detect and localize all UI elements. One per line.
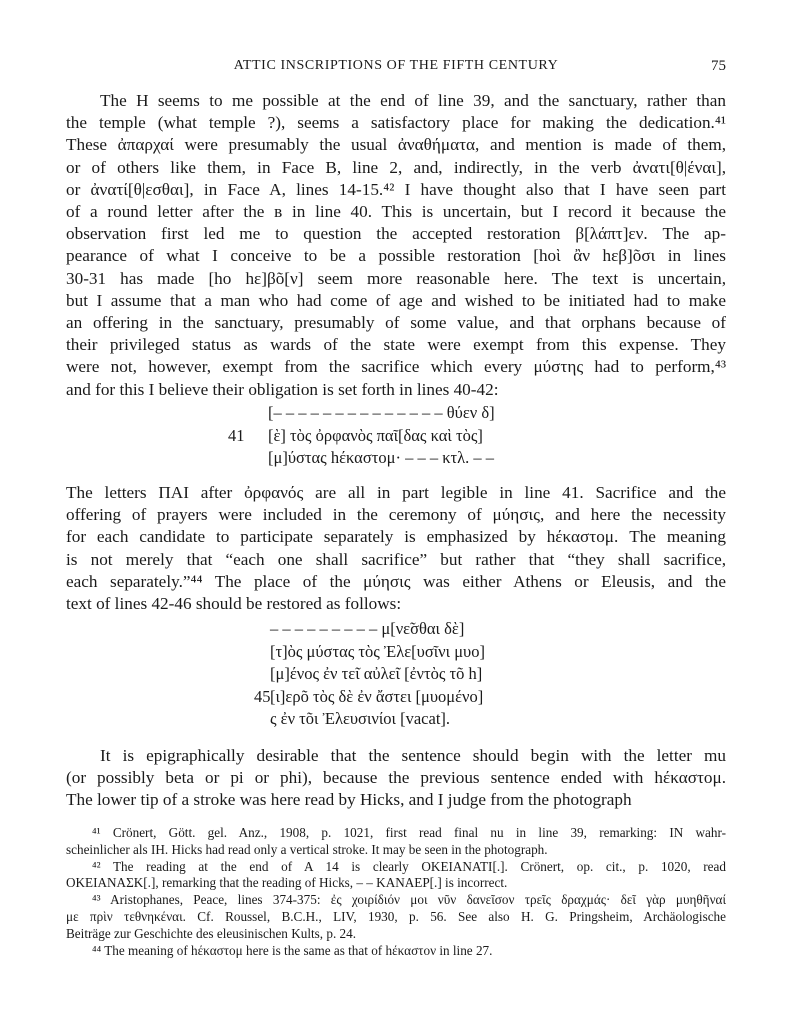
paragraph-1	[66, 90, 726, 401]
text-line: text of lines 42-46 should be restored as follows:	[66, 594, 402, 614]
text-line: of a round letter after the ʙ in line 40. This is uncertain, but I record it because the	[66, 202, 726, 222]
paragraph-2	[66, 482, 726, 615]
inscription-text: [μ]ένος ἐν τε̃ι αὐλε̃ι [ἐντὸς τõ h]	[270, 664, 483, 683]
inscription-text: ς ἐν τõι Ἐλευσινίοι [vacat].	[270, 709, 451, 728]
inscription-line	[254, 708, 574, 731]
text-line: The letters ΠΑΙ after ὀρφανός are all in part legible in line 41. Sacrifice and the	[66, 483, 726, 502]
text-line: The lower tip of a stroke was here read by Hicks, and I judge from the photograph	[66, 790, 632, 810]
inscription-block-2	[254, 618, 574, 731]
line-number: 45	[254, 686, 271, 706]
inscription-line	[254, 663, 574, 686]
text-line: were not, however, exempt from the sacrifice which every μύστης had to perform,⁴³	[66, 357, 726, 377]
inscription-text: [ι]ερõ τὸς δὲ ἐν ἄστει [μυομένο]	[270, 686, 484, 706]
line-number: 41	[228, 425, 245, 445]
text-line: It is epigraphically desirable that the sentence should begin with the letter mu	[100, 746, 726, 765]
inscription-line	[228, 447, 558, 470]
running-header	[66, 58, 726, 80]
footnote-line: OKEIANAΣK[.], remarking that the reading of Hicks, – – KANAEP[.] is incorrect.	[66, 875, 508, 891]
inscription-line	[228, 402, 558, 425]
inscription-line	[254, 686, 574, 709]
text-line: each separately.”⁴⁴ The place of the μύησις was either Athens or Eleusis, and the	[66, 571, 726, 591]
inscription-text: [μ]ύστας hέκαστομ· – – – κτλ. – –	[268, 448, 495, 467]
text-line: 30-31 has made [ho hε]βõ[ν] seem more reasonable here. The text is uncertain,	[66, 268, 726, 288]
text-line: is not merely that “each one shall sacrifice” but rather that “they shall sacrifice,	[66, 549, 726, 569]
text-line: The H seems to me possible at the end of line 39, and the sanctuary, rather than	[100, 91, 726, 110]
footnote-line: Beiträge zur Geschichte des eleusinischen Kults, p. 24.	[66, 925, 357, 941]
text-line: (or possibly beta or pi or phi), because the previous sentence ended with hέκαστομ.	[66, 768, 726, 788]
footnote-line: ⁴¹ Crönert, Gött. gel. Anz., 1908, p. 1021, first read final nu in line 39, remarking: IN wahr-	[92, 825, 726, 840]
text-line: observation first led me to question the accepted restoration β[λάπτ]εν. The ap-	[66, 224, 726, 244]
text-line: offering of prayers were included in the ceremony of μύησις, and here the necessity	[66, 505, 726, 525]
footnote-line: ⁴² The reading at the end of A 14 is clearly OKEIANATI[.]. Crönert, op. cit., p. 1020, read	[92, 858, 726, 874]
text-line: or ἀνατί[θ|εσθαι], in Face A, lines 14-15.⁴² I have thought also that I have seen part	[66, 179, 726, 199]
inscription-text: [τ]ὸς μύστας τὸς Ἐλε[υσῖνι μυο]	[270, 641, 485, 661]
inscription-line	[228, 425, 558, 448]
footnote-line: ⁴³ Aristophanes, Peace, lines 374-375: ἐς χοιρίδιόν μοι νῦν δανεῖσον τρεῖς δραχμάς· δεῖ γὰρ μυηθῆναί	[92, 892, 726, 908]
text-line: and for this I believe their obligation is set forth in lines 40-42:	[66, 379, 499, 399]
footnote	[66, 892, 726, 942]
text-line: These ἀπαρχαί were presumably the usual ἀναθήματα, and mention is made of them,	[66, 135, 726, 155]
footnote-line: με πρὶν τεθνηκέναι. Cf. Roussel, B.C.H., LIV, 1930, p. 56. See also H. G. Pringsheim, Archäologische	[66, 908, 726, 924]
page-number: 75	[711, 58, 726, 74]
text-line: or of others like them, in Face B, line 2, and, indirectly, in the verb ἀνατι[θ|έναι],	[66, 157, 726, 177]
inscription-text: [ὲ] τὸς ὀρφανὸς παῖ[δας καὶ τὸς]	[268, 425, 483, 445]
inscription-line	[254, 641, 574, 664]
inscription-block-1	[228, 402, 558, 470]
paragraph-3	[66, 745, 726, 812]
footnote	[66, 943, 726, 960]
text-line: for each candidate to participate separately is emphasized by hέκαστομ. The meaning	[66, 527, 726, 547]
text-line: pearance of what I conceive to be a possible restoration [hoὶ ἂν hεβ]õσι in lines	[66, 246, 726, 266]
text-line: their privileged status as wards of the state were exempt from this expense. They	[66, 335, 726, 355]
header-title: ATTIC INSCRIPTIONS OF THE FIFTH CENTURY	[233, 58, 559, 73]
footnote-line: scheinlicher als IH. Hicks had read only a vertical stroke. It may be seen in the photograph.	[66, 841, 548, 857]
footnote	[66, 859, 726, 893]
text-line: the temple (what temple ?), seems a satisfactory place for making the dedication.⁴¹	[66, 113, 726, 133]
footnote-line: ⁴⁴ The meaning of hέκαστομ here is the same as that of hέκαστον in line 27.	[92, 942, 493, 958]
inscription-text: [– – – – – – – – – – – – – – θύεν δ]	[268, 403, 495, 422]
inscription-text: – – – – – – – – – μ[νε̃σθαι δὲ]	[270, 619, 465, 638]
footnotes	[66, 825, 726, 959]
text-line: an offering in the sanctuary, presumably of some value, and that orphans because of	[66, 313, 726, 333]
inscription-line	[254, 618, 574, 641]
text-line: but I assume that a man who had come of age and wished to be initiated had to make	[66, 290, 726, 310]
footnote	[66, 825, 726, 859]
